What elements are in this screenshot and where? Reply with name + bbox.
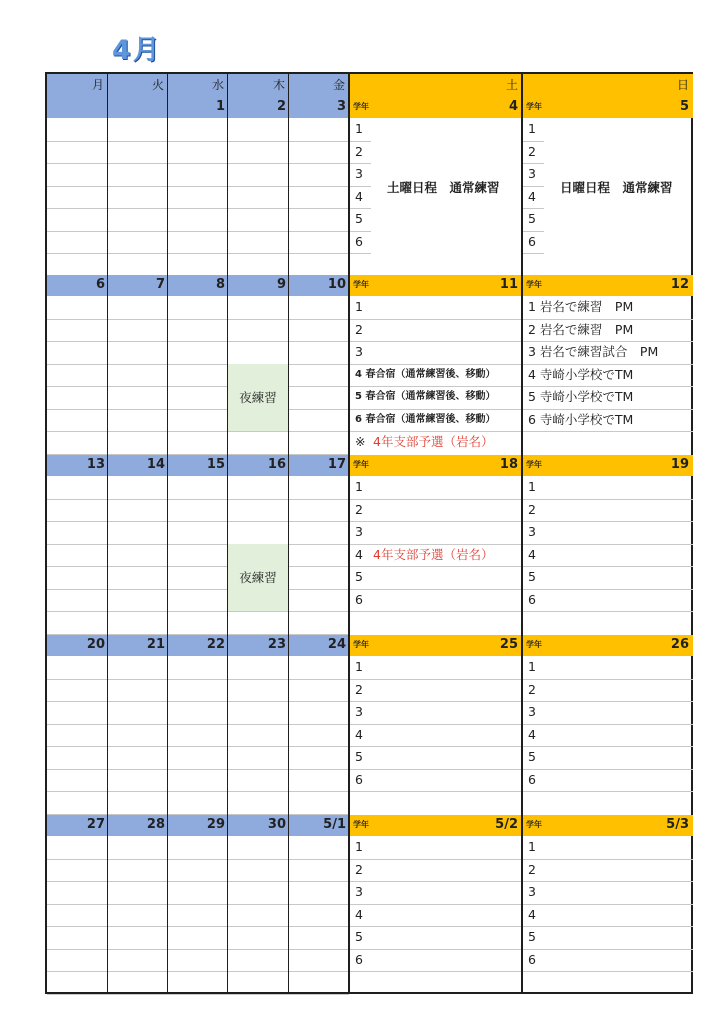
row-line — [522, 971, 693, 972]
sat-line: 6 — [355, 951, 363, 967]
sat-line: 5 — [355, 569, 363, 584]
grade-label: 学年 — [353, 820, 369, 829]
date-cell: 29 — [168, 815, 228, 836]
sun-line: 6 — [528, 771, 536, 787]
grade-label: 学年 — [526, 280, 542, 289]
date-cell: 5/1 — [289, 815, 349, 836]
date-cell: 2 — [228, 97, 289, 118]
date-cell: 20 — [47, 635, 108, 656]
row-line — [522, 881, 693, 882]
row-line — [47, 386, 349, 387]
sat-line: 4 — [355, 188, 363, 204]
date-cell: 16 — [228, 455, 289, 476]
row-line — [522, 521, 693, 522]
sat-line: 5 — [355, 749, 363, 764]
divider — [227, 74, 228, 992]
row-line — [47, 253, 349, 254]
header-fri: 金 — [289, 74, 349, 97]
sun-date-cell — [522, 275, 693, 296]
sat-line: 2 — [355, 861, 363, 877]
row-line — [522, 163, 544, 164]
row-line — [522, 186, 544, 187]
row-line — [349, 904, 522, 905]
date-cell: 27 — [47, 815, 108, 836]
row-line — [349, 163, 371, 164]
sun-line: 5 — [528, 929, 536, 944]
divider — [348, 74, 350, 992]
sun-date: 26 — [670, 637, 689, 652]
row-line — [349, 949, 522, 950]
sun-date: 12 — [670, 277, 689, 292]
row-line — [47, 904, 349, 905]
sat-line: 3 — [355, 344, 363, 359]
sat-date: 25 — [499, 637, 518, 652]
sat-line: 6 春合宿（通常練習後、移動） — [355, 413, 496, 425]
row-line — [349, 231, 371, 232]
row-line — [522, 364, 693, 365]
date-cell: 28 — [108, 815, 168, 836]
row-line — [349, 409, 522, 410]
row-line — [47, 769, 349, 770]
sun-line: 1 — [528, 121, 536, 136]
sun-line: 6 — [528, 591, 536, 607]
divider — [107, 74, 108, 992]
sat-line: 5 — [355, 211, 363, 226]
date-cell: 17 — [289, 455, 349, 476]
header-sat: 土 — [349, 74, 522, 97]
grade-label: 学年 — [353, 460, 369, 469]
sat-line: 1 — [355, 839, 363, 854]
sun-line: 2 — [528, 143, 536, 159]
sat-line: 5 — [355, 929, 363, 944]
sun-line: 3 岩名で練習試合 PM — [528, 344, 659, 359]
row-line — [349, 521, 522, 522]
date-cell: 6 — [47, 275, 108, 296]
row-line — [47, 746, 349, 747]
sun-line: 5 — [528, 569, 536, 584]
sat-line: 3 — [355, 166, 363, 181]
row-line — [522, 319, 693, 320]
sat-line: 4 — [355, 906, 363, 922]
row-line — [349, 141, 371, 142]
date-cell: 14 — [108, 455, 168, 476]
header-mon: 月 — [47, 74, 108, 97]
sun-line: 6 — [528, 951, 536, 967]
sat-date: 5/2 — [495, 817, 518, 832]
night-practice: 夜練習 — [228, 544, 288, 612]
sat-line: 6 — [355, 233, 363, 249]
row-line — [349, 971, 522, 972]
sat-red-note: 4年支部予選（岩名） — [373, 546, 494, 562]
divider — [288, 74, 289, 992]
row-line — [522, 141, 544, 142]
header-sun: 日 — [522, 74, 693, 97]
row-line — [349, 499, 522, 500]
grade-label: 学年 — [353, 102, 369, 111]
row-line — [47, 141, 349, 142]
night-practice: 夜練習 — [228, 364, 288, 432]
row-line — [522, 386, 693, 387]
date-cell: 1 — [168, 97, 228, 118]
grade-label: 学年 — [353, 280, 369, 289]
row-line — [47, 994, 349, 995]
sat-date-cell — [349, 815, 522, 836]
sat-note: 4年支部予選（岩名） — [373, 434, 494, 449]
sun-date-cell — [522, 815, 693, 836]
sat-line: 6 — [355, 591, 363, 607]
sun-line: 2 — [528, 681, 536, 697]
row-line — [522, 949, 693, 950]
row-line — [47, 859, 349, 860]
sun-line: 2 岩名で練習 PM — [528, 321, 634, 337]
row-line — [349, 253, 371, 254]
sun-line: 3 — [528, 524, 536, 539]
row-line — [522, 724, 693, 725]
row-line — [349, 769, 522, 770]
sun-line: 3 — [528, 166, 536, 181]
grade-label: 学年 — [353, 640, 369, 649]
row-line — [522, 926, 693, 927]
row-line — [349, 364, 522, 365]
row-line — [522, 769, 693, 770]
page-title: 4月 — [112, 35, 162, 66]
sun-line: 5 — [528, 749, 536, 764]
row-line — [349, 589, 522, 590]
sun-line: 3 — [528, 704, 536, 719]
header-wed: 水 — [168, 74, 228, 97]
date-cell: 13 — [47, 455, 108, 476]
date-cell: 23 — [228, 635, 289, 656]
sat-line: 2 — [355, 321, 363, 337]
header-tue: 火 — [108, 74, 168, 97]
row-line — [47, 971, 349, 972]
sat-date: 11 — [499, 277, 518, 292]
sun-date: 5/3 — [666, 817, 689, 832]
row-line — [47, 611, 349, 612]
grade-label: 学年 — [526, 640, 542, 649]
row-line — [349, 566, 522, 567]
sun-line: 2 — [528, 861, 536, 877]
sun-line: 1 — [528, 839, 536, 854]
row-line — [522, 409, 693, 410]
calendar-grid — [45, 72, 693, 994]
row-line — [522, 208, 544, 209]
sun-line: 5 寺崎小学校でTM — [528, 389, 634, 404]
sun-date: 5 — [679, 99, 689, 114]
sun-line: 1 岩名で練習 PM — [528, 299, 634, 314]
sat-line: 4 — [355, 726, 363, 742]
sat-date-cell — [349, 275, 522, 296]
row-line — [522, 231, 544, 232]
date-cell: 15 — [168, 455, 228, 476]
row-line — [349, 341, 522, 342]
sun-line: 1 — [528, 659, 536, 674]
row-line — [47, 231, 349, 232]
row-line — [47, 319, 349, 320]
sun-line: 3 — [528, 884, 536, 899]
sat-line: 1 — [355, 299, 363, 314]
date-cell: 30 — [228, 815, 289, 836]
row-line — [349, 319, 522, 320]
row-line — [47, 409, 349, 410]
sat-line: 2 — [355, 501, 363, 517]
row-line — [47, 186, 349, 187]
row-line — [47, 208, 349, 209]
sat-date: 18 — [499, 457, 518, 472]
row-line — [47, 881, 349, 882]
row-line — [349, 386, 522, 387]
date-cell: 3 — [289, 97, 349, 118]
sat-line: 2 — [355, 143, 363, 159]
row-line — [349, 791, 522, 792]
sun-line: 6 寺崎小学校でTM — [528, 411, 634, 427]
sun-line: 4 — [528, 726, 536, 742]
sat-line: 1 — [355, 659, 363, 674]
date-cell: 22 — [168, 635, 228, 656]
row-line — [349, 611, 522, 612]
sat-date-cell — [349, 455, 522, 476]
row-line — [349, 859, 522, 860]
row-line — [349, 544, 522, 545]
row-line — [349, 746, 522, 747]
row-line — [47, 341, 349, 342]
grade-label: 学年 — [526, 460, 542, 469]
row-line — [47, 949, 349, 950]
sun-schedule-label: 日曜日程 通常練習 — [560, 180, 673, 196]
sat-date-cell — [349, 635, 522, 656]
row-line — [522, 566, 693, 567]
row-line — [47, 791, 349, 792]
sat-date: 4 — [508, 99, 518, 114]
sat-line: 3 — [355, 884, 363, 899]
grade-label: 学年 — [526, 102, 542, 111]
row-line — [522, 499, 693, 500]
date-cell: 21 — [108, 635, 168, 656]
sat-line: 3 — [355, 704, 363, 719]
date-cell: 9 — [228, 275, 289, 296]
sat-line: 4 春合宿（通常練習後、移動） — [355, 368, 496, 380]
sun-date-cell — [522, 455, 693, 476]
sat-line: 1 — [355, 479, 363, 494]
sat-schedule-label: 土曜日程 通常練習 — [387, 180, 500, 196]
row-line — [522, 431, 693, 432]
sat-line: 5 春合宿（通常練習後、移動） — [355, 391, 496, 402]
date-cell: 10 — [289, 275, 349, 296]
row-line — [522, 701, 693, 702]
row-line — [47, 163, 349, 164]
row-line — [522, 589, 693, 590]
sun-date: 19 — [670, 457, 689, 472]
sun-date-cell — [522, 635, 693, 656]
note-mark: ※ — [355, 434, 366, 449]
row-line — [522, 253, 544, 254]
row-line — [47, 589, 349, 590]
date-cell — [47, 97, 108, 118]
row-line — [522, 679, 693, 680]
date-cell: 24 — [289, 635, 349, 656]
sun-line: 4 — [528, 546, 536, 562]
date-cell: 7 — [108, 275, 168, 296]
row-line — [522, 341, 693, 342]
row-line — [349, 926, 522, 927]
row-line — [349, 679, 522, 680]
row-line — [349, 881, 522, 882]
sat-line: 1 — [355, 121, 363, 136]
row-line — [47, 724, 349, 725]
divider — [167, 74, 168, 992]
row-line — [522, 544, 693, 545]
sun-line: 2 — [528, 501, 536, 517]
sat-line: 6 — [355, 771, 363, 787]
row-line — [47, 701, 349, 702]
row-line — [349, 208, 371, 209]
row-line — [522, 904, 693, 905]
sun-line: 4 — [528, 188, 536, 204]
row-line — [349, 186, 371, 187]
sat-line: 2 — [355, 681, 363, 697]
row-line — [47, 499, 349, 500]
row-line — [349, 701, 522, 702]
row-line — [47, 566, 349, 567]
sun-date-cell — [522, 97, 693, 118]
grade-label: 学年 — [526, 820, 542, 829]
row-line — [47, 431, 349, 432]
row-line — [522, 611, 693, 612]
sat-line: 3 — [355, 524, 363, 539]
row-line — [349, 724, 522, 725]
row-line — [47, 364, 349, 365]
row-line — [522, 746, 693, 747]
sat-date-cell — [349, 97, 522, 118]
sun-line: 5 — [528, 211, 536, 226]
sun-line: 4 — [528, 906, 536, 922]
row-line — [47, 521, 349, 522]
row-line — [47, 679, 349, 680]
sun-line: 4 寺崎小学校でTM — [528, 366, 634, 382]
row-line — [47, 544, 349, 545]
sun-line: 1 — [528, 479, 536, 494]
row-line — [522, 859, 693, 860]
sat-line: 4 — [355, 546, 363, 562]
sun-line: 6 — [528, 233, 536, 249]
header-thu: 木 — [228, 74, 289, 97]
row-line — [349, 431, 522, 432]
date-cell — [108, 97, 168, 118]
divider — [521, 74, 523, 992]
date-cell: 8 — [168, 275, 228, 296]
row-line — [522, 791, 693, 792]
row-line — [47, 926, 349, 927]
